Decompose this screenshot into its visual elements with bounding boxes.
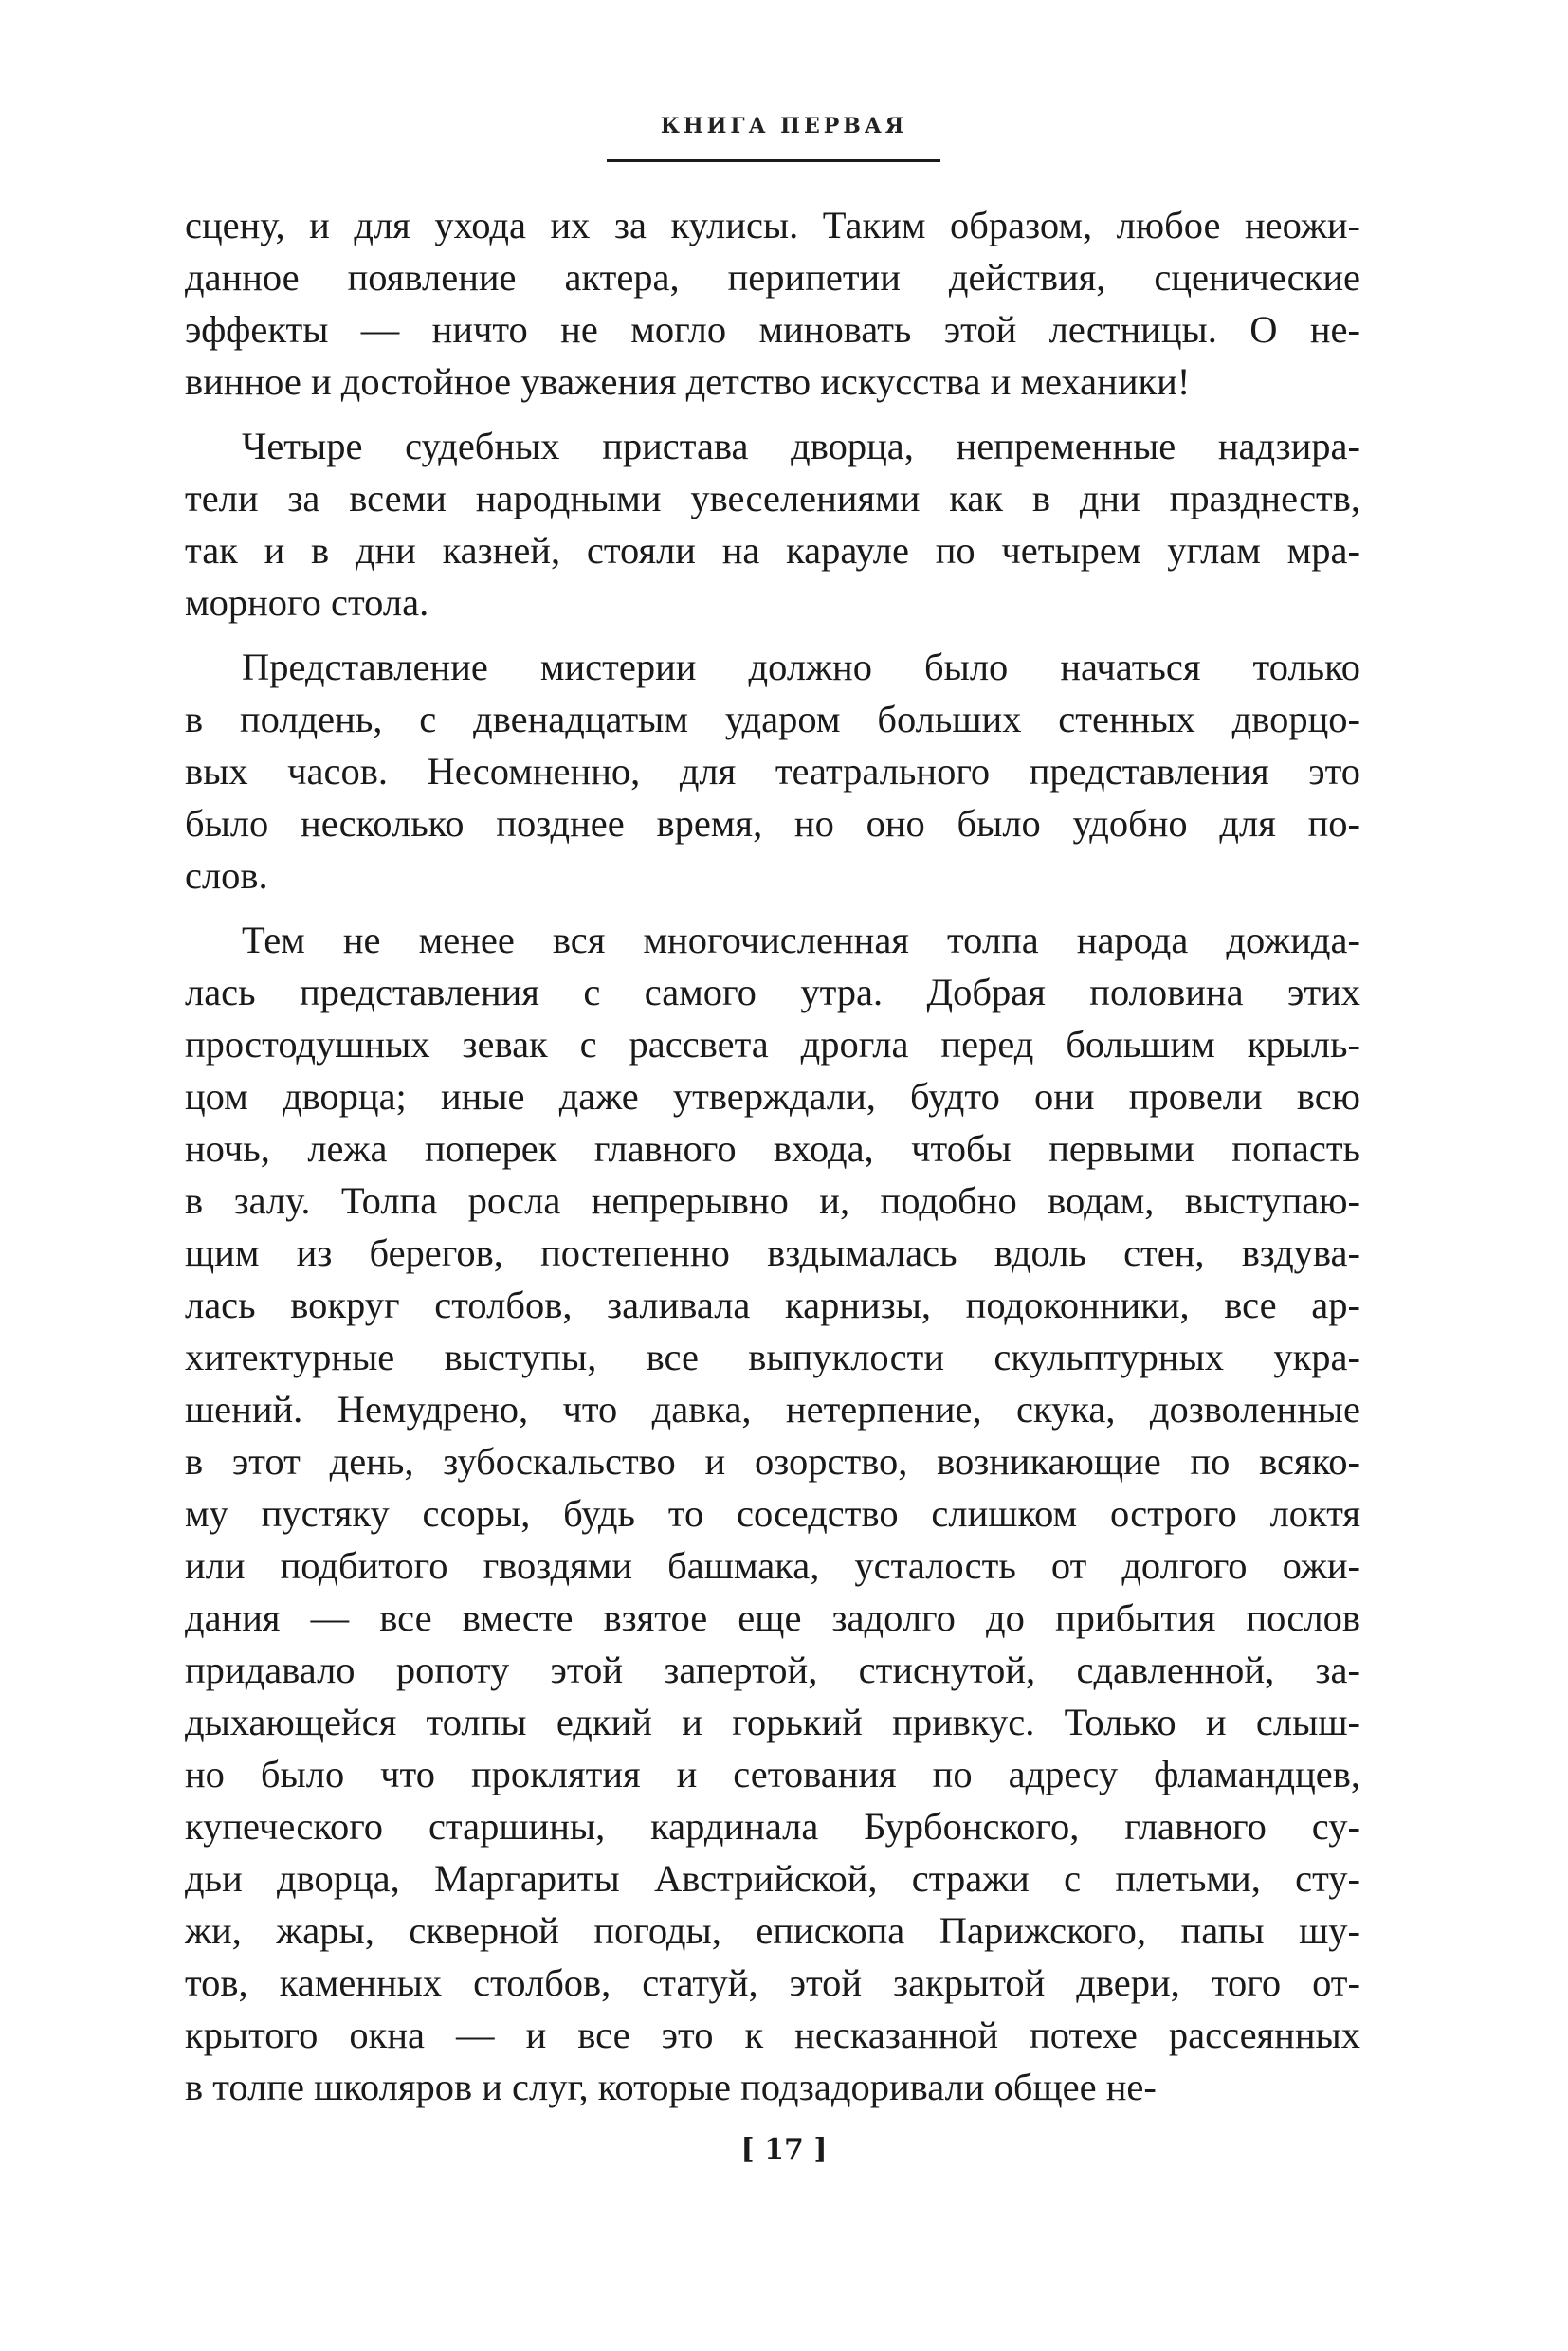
text-line: морного стола. <box>185 581 429 624</box>
text-line: лась вокруг столбов, заливала карнизы, подоконники, все ар- <box>185 1284 1360 1326</box>
page-number: [ 17 ] <box>740 2133 828 2166</box>
paragraph <box>185 641 1360 902</box>
text-line: цом дворца; иные даже утверждали, будто они провели всю <box>185 1075 1360 1118</box>
body-text <box>185 199 1360 2113</box>
text-line: дыхающейся толпы едкий и горький привкус. Только и слыш- <box>185 1701 1360 1743</box>
text-line: так и в дни казней, стояли на карауле по четырем углам мра- <box>185 529 1360 572</box>
text-line: дьи дворца, Маргариты Австрийской, стражи с плетьми, сту- <box>185 1857 1360 1900</box>
text-line: в этот день, зубоскальство и озорство, возникающие по всяко- <box>185 1440 1360 1483</box>
text-line: Четыре судебных пристава дворца, непременные надзира- <box>242 425 1360 467</box>
text-line: но было что проклятия и сетования по адресу фламандцев, <box>185 1753 1360 1795</box>
running-head: КНИГА ПЕРВАЯ <box>660 114 908 138</box>
text-line: простодушных зевак с рассвета дрогла перед большим крыль- <box>185 1023 1360 1066</box>
text-line: купеческого старшины, кардинала Бурбонского, главного су- <box>185 1805 1360 1848</box>
text-line: в залу. Толпа росла непрерывно и, подобно водам, выступаю- <box>185 1179 1360 1222</box>
text-line: шений. Немудрено, что давка, нетерпение, скука, дозволенные <box>185 1388 1360 1431</box>
paragraph <box>185 420 1360 629</box>
text-line: Представление мистерии должно было начаться только <box>242 646 1360 688</box>
text-line: винное и достойное уважения детство искусства и механики! <box>185 360 1191 403</box>
text-line: тели за всеми народными увеселениями как в дни празднеств, <box>185 477 1360 519</box>
running-head-rule <box>607 159 940 162</box>
text-line: му пустяку ссоры, будь то соседство слишком острого локтя <box>185 1492 1360 1535</box>
paragraph <box>185 199 1360 408</box>
text-line: слов. <box>185 854 268 897</box>
text-line: данное появление актера, перипетии действия, сценические <box>185 256 1360 299</box>
text-line: дания — все вместе взятое еще задолго до прибытия послов <box>185 1596 1360 1639</box>
text-line: в толпе школяров и слуг, которые подзадоривали общее не- <box>185 2066 1157 2108</box>
text-line: тов, каменных столбов, статуй, этой закрытой двери, того от- <box>185 1961 1360 2004</box>
text-line: в полдень, с двенадцатым ударом больших стенных дворцо- <box>185 698 1360 740</box>
text-line: жи, жары, скверной погоды, епископа Парижского, папы шу- <box>185 1909 1360 1952</box>
text-line: лась представления с самого утра. Добрая половина этих <box>185 971 1360 1013</box>
text-line: или подбитого гвоздями башмака, усталость от долгого ожи- <box>185 1544 1360 1587</box>
text-line: было несколько позднее время, но оно было удобно для по- <box>185 802 1360 845</box>
text-line: хитектурные выступы, все выпуклости скульптурных укра- <box>185 1336 1360 1378</box>
text-line: эффекты — ничто не могло миновать этой лестницы. О не- <box>185 308 1360 351</box>
text-line: Тем не менее вся многочисленная толпа народа дожида- <box>242 919 1360 961</box>
text-line: сцену, и для ухода их за кулисы. Таким образом, любое неожи- <box>185 204 1360 246</box>
text-line: придавало ропоту этой запертой, стиснутой, сдавленной, за- <box>185 1649 1360 1691</box>
paragraph <box>185 914 1360 2113</box>
text-line: вых часов. Несомненно, для театрального представления это <box>185 750 1360 793</box>
text-line: крытого окна — и все это к несказанной потехе рассеянных <box>185 2014 1360 2056</box>
text-line: ночь, лежа поперек главного входа, чтобы первыми попасть <box>185 1127 1360 1170</box>
text-line: щим из берегов, постепенно вздымалась вдоль стен, вздува- <box>185 1231 1360 1274</box>
